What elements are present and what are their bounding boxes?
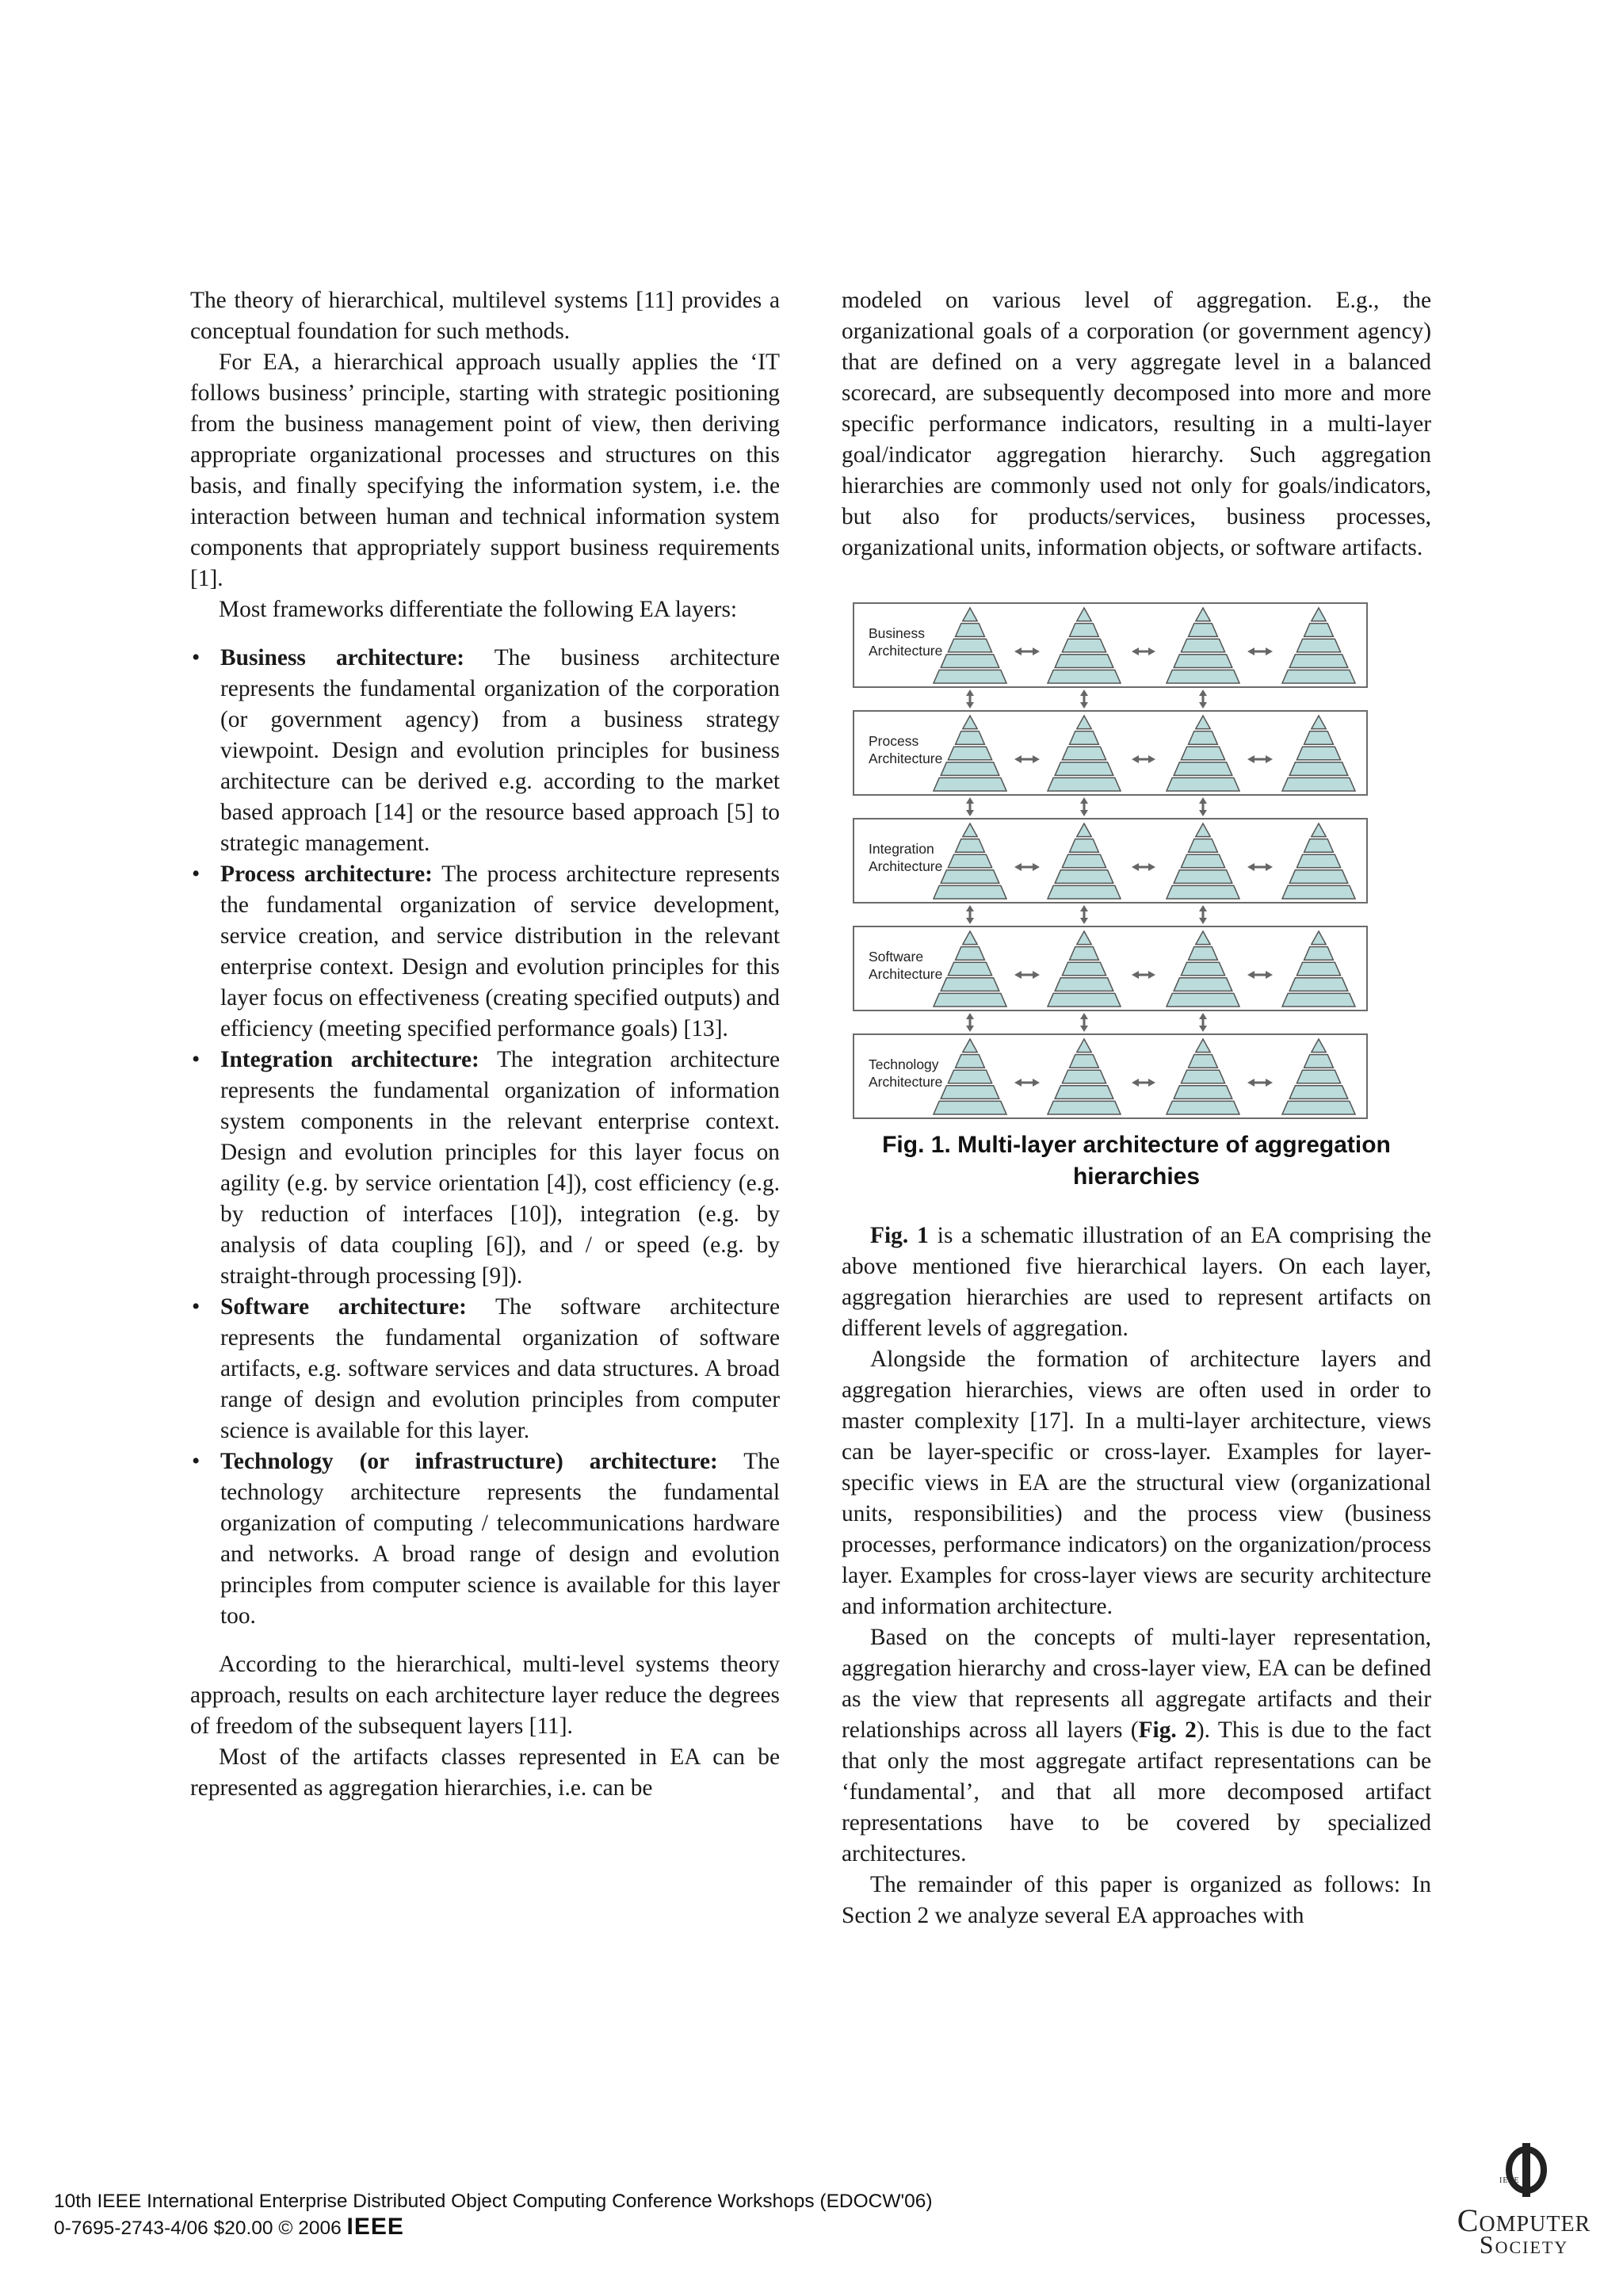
phi-icon [1433, 2140, 1615, 2203]
paragraph: Based on the concepts of multi-layer representation, aggregation hierarchy and cross-layer view, EA can be defined as the view that represents all aggregate artifacts and their relationships across all layers (Fig. 2). This is due to the fact that only the most aggregate artifact representations can be ‘fundamental’, and that all more decomposed artifact representations have to be covered by specialized architectures. [842, 1625, 1431, 1866]
paragraph: The theory of hierarchical, multilevel systems [11] provides a conceptual foundation for such methods. [190, 288, 780, 344]
paragraph: The remainder of this paper is organized as follows: In Section 2 we analyze several EA approaches with [842, 1872, 1431, 1928]
layer-label: Software Architecture [869, 949, 943, 982]
vertical-arrow-icon [966, 905, 974, 924]
vertical-arrow-icon [966, 797, 974, 816]
horizontal-arrow-icon [1247, 863, 1273, 871]
paragraph: Fig. 1 is a schematic illustration of an EA comprising the above mentioned five hierarchical layers. On each layer, aggregation hierarchies are used to represent artifacts on different levels of aggregation. [842, 1223, 1431, 1341]
horizontal-arrow-icon [1247, 1079, 1273, 1087]
horizontal-arrow-icon [1132, 648, 1155, 655]
horizontal-arrow-icon [1132, 1079, 1155, 1087]
pyramid-icon [1048, 1039, 1121, 1114]
list-item [190, 1292, 780, 1446]
term-text: The technology architecture represents the fundamental organization of computing / telecommunications hardware and networks. A broad range of design and evolution principles from computer science is available for this layer too. [220, 1449, 780, 1629]
figure-ref: Fig. 2 [1138, 1717, 1197, 1743]
logo-line1: Computer [1457, 2202, 1591, 2238]
paragraph: For EA, a hierarchical approach usually applies the ‘IT follows business’ principle, starting with strategic positioning from the business management point of view, then deriving appropriate organizational processes and structures on this basis, and finally specifying the information system, i.e. the interaction between human and technical information system components that appropriately support business requirements [1]. [190, 350, 780, 591]
bullet-icon: • [192, 1294, 200, 1320]
term-text: The process architecture represents the fundamental organization of service development, service creation, and service distribution in the relevant enterprise context. Design and evolution principles for this layer focus on effectiveness (creating specified outputs) and efficiency (meeting specified performance goals) [13]. [220, 861, 780, 1041]
figure-graphics [853, 602, 1369, 1122]
term-text: The integration architecture represents the fundamental organization of information system components in the relevant enterprise context. Design and evolution principles for this layer focus on agility (e.g. by service orientation [4]), cost efficiency (e.g. by reduction of interfaces [10]), integration (e.g. by analysis of data coupling [6]), and / or speed (e.g. by straight-through processing [9]). [220, 1047, 781, 1289]
horizontal-arrow-icon [1247, 648, 1273, 655]
horizontal-arrow-icon [1132, 971, 1155, 979]
list-item [190, 1446, 780, 1632]
pyramid-icon [1048, 716, 1121, 791]
layer-label: Technology Architecture [869, 1056, 943, 1090]
paragraph: Most frameworks differentiate the following EA layers: [219, 597, 738, 622]
left-column [190, 285, 780, 1804]
pyramid-icon [1167, 931, 1239, 1007]
term-text: The business architecture represents the fundamental organization of the corporation (or government agency) from a business strategy viewpoint. Design and evolution principles for business architecture can be derived e.g. according to the market based approach [14] or the resource based approach [5] to strategic management. [220, 645, 780, 856]
paragraph: Alongside the formation of architecture layers and aggregation hierarchies, views are often used in order to master complexity [17]. In a multi-layer architecture, views can be layer-specific or cross-layer. Examples for layer-specific views in EA are the structural view (organizational units, responsibilities) and the process view (business processes, performance indicators) on the organization/process layer. Examples for cross-layer views are security architecture and information architecture. [842, 1347, 1431, 1619]
layer-label: Integration Architecture [869, 841, 943, 874]
pyramid-icon [934, 1039, 1006, 1114]
horizontal-arrow-icon [1247, 755, 1273, 763]
figure-multilayer-architecture [853, 602, 1369, 1122]
horizontal-arrow-icon [1247, 971, 1273, 979]
horizontal-arrow-icon [1014, 971, 1040, 979]
logo-ieee-small: IEEE [1499, 2176, 1520, 2185]
horizontal-arrow-icon [1014, 863, 1040, 871]
bullet-icon: • [192, 1449, 200, 1474]
page-footer [54, 2189, 933, 2241]
ea-layer-list [190, 643, 780, 1632]
vertical-arrow-icon [966, 690, 974, 709]
pyramid-icon [1282, 931, 1355, 1007]
term: Integration architecture: [220, 1047, 479, 1072]
list-item [190, 643, 780, 859]
pyramid-icon [1048, 931, 1121, 1007]
computer-society-logo [1433, 2140, 1615, 2267]
horizontal-arrow-icon [1014, 755, 1040, 763]
layer-label: Process Architecture [869, 733, 943, 766]
vertical-arrow-icon [966, 1013, 974, 1032]
ieee-logo: IEEE [346, 2214, 404, 2240]
pyramid-icon [1167, 823, 1239, 899]
pyramid-icon [1167, 716, 1239, 791]
vertical-arrow-icon [1199, 905, 1207, 924]
horizontal-arrow-icon [1014, 1079, 1040, 1087]
figure-ref: Fig. 1 [870, 1223, 929, 1248]
paragraph: modeled on various level of aggregation. E.g., the organizational goals of a corporation (or government agency) that are defined on a very aggregate level in a balanced scorecard, are subsequently decomposed into more and more specific performance indicators, resulting in a multi-layer goal/indicator aggregation hierarchy. Such aggregation hierarchies are commonly used not only for goals/indicators, but also for products/services, business processes, organizational units, information objects, or software artifacts. [842, 288, 1431, 560]
vertical-arrow-icon [1080, 1013, 1088, 1032]
right-column-bottom [842, 1221, 1431, 1931]
pyramid-icon [1167, 608, 1239, 683]
pyramid-icon [1048, 823, 1121, 899]
right-column-top [842, 285, 1431, 563]
vertical-arrow-icon [1080, 690, 1088, 709]
term: Technology (or infrastructure) architecture: [220, 1449, 718, 1474]
vertical-arrow-icon [1199, 1013, 1207, 1032]
pyramid-icon [934, 823, 1006, 899]
layer-label: Business Architecture [869, 625, 943, 659]
horizontal-arrow-icon [1014, 648, 1040, 655]
pyramid-icon [1282, 608, 1355, 683]
pyramid-icon [934, 608, 1006, 683]
bullet-icon: • [192, 645, 200, 670]
pyramid-icon [1282, 1039, 1355, 1114]
list-item [190, 859, 780, 1045]
paragraph: According to the hierarchical, multi-level systems theory approach, results on each architecture layer reduce the degrees of freedom of the subsequent layers [11]. [190, 1652, 780, 1739]
logo-line2: Society [1479, 2230, 1569, 2259]
pyramid-icon [1048, 608, 1121, 683]
term-text: The software architecture represents the fundamental organization of software artifacts, e.g. software services and data structures. A broad range of design and evolution principles from computer science is available for this layer. [220, 1294, 780, 1443]
term: Process architecture: [220, 861, 433, 887]
term: Software architecture: [220, 1294, 467, 1320]
conference-line: 10th IEEE International Enterprise Distributed Object Computing Conference Workshops (EDOCW'06) [54, 2191, 933, 2212]
figure-caption: Fig. 1. Multi-layer architecture of aggregation hierarchies [882, 1132, 1391, 1190]
pyramid-icon [934, 716, 1006, 791]
vertical-arrow-icon [1199, 690, 1207, 709]
vertical-arrow-icon [1199, 797, 1207, 816]
term: Business architecture: [220, 645, 465, 670]
vertical-arrow-icon [1080, 797, 1088, 816]
isbn-line: 0-7695-2743-4/06 $20.00 © 2006 IEEE [54, 2214, 404, 2240]
pyramid-icon [1282, 823, 1355, 899]
bullet-icon: • [192, 861, 200, 887]
pyramid-icon [1282, 716, 1355, 791]
horizontal-arrow-icon [1132, 863, 1155, 871]
list-item [190, 1045, 780, 1292]
horizontal-arrow-icon [1132, 755, 1155, 763]
pyramid-icon [1167, 1039, 1239, 1114]
pyramid-icon [934, 931, 1006, 1007]
bullet-icon: • [192, 1047, 200, 1072]
vertical-arrow-icon [1080, 905, 1088, 924]
paragraph: Most of the artifacts classes represented in EA can be represented as aggregation hierarchies, i.e. can be [190, 1744, 780, 1801]
